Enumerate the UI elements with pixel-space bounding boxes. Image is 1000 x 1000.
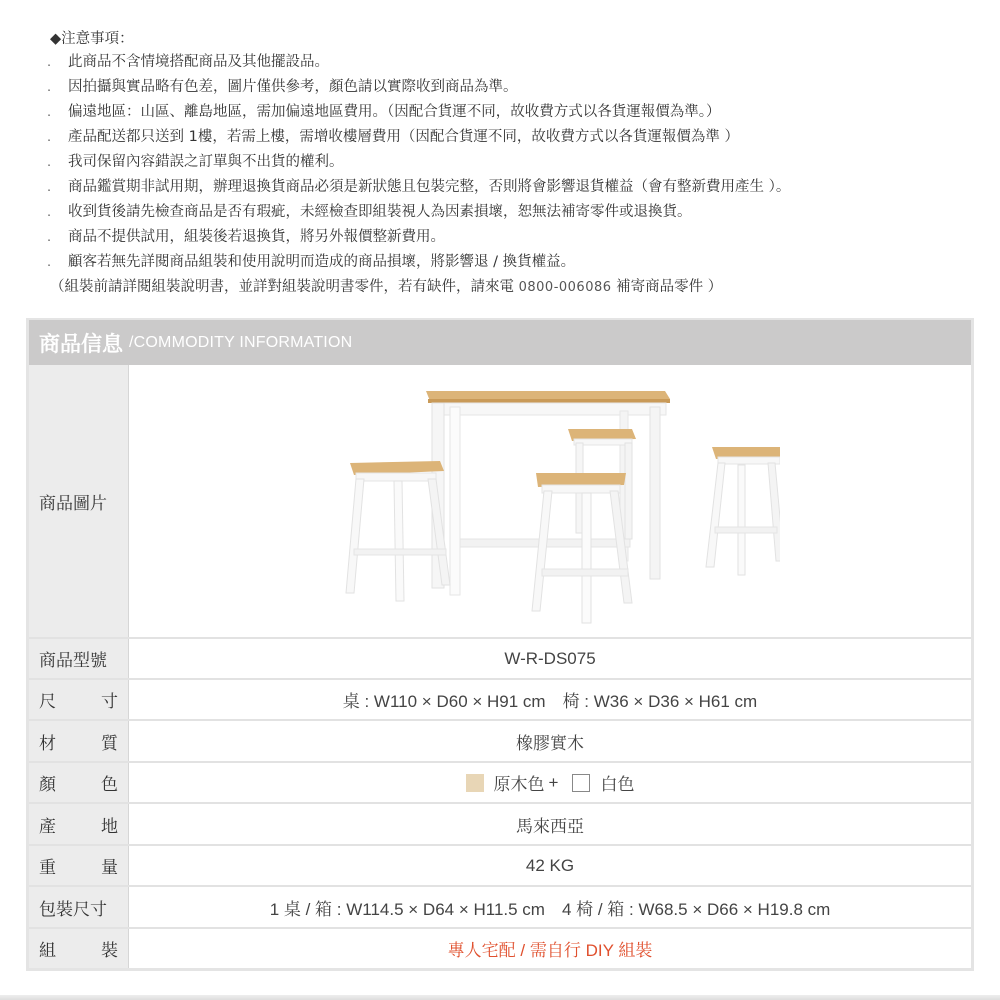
row-material — [29, 719, 971, 761]
notice-item — [30, 200, 980, 225]
color-name-white: 白色 — [600, 775, 635, 794]
color-name-wood: 原木色 — [493, 775, 545, 794]
label-char: 組 — [39, 941, 56, 961]
label-char: 材 — [39, 733, 56, 754]
notice-item — [30, 150, 980, 175]
label-char: 重 — [39, 858, 56, 878]
bullet: . — [47, 230, 51, 244]
label-char: 量 — [101, 858, 118, 878]
model-number: W-R-DS075 — [504, 648, 596, 668]
color-value — [129, 763, 971, 802]
row-origin — [29, 802, 971, 844]
commodity-info-table — [26, 318, 974, 971]
bullet: . — [47, 205, 51, 219]
product-image-cell — [129, 365, 971, 637]
notice-text: 此商品不含情境搭配商品及其他擺設品。 — [68, 54, 329, 70]
row-package-size — [29, 885, 971, 927]
row-label — [29, 846, 129, 885]
label-char: 質 — [101, 733, 118, 754]
row-label — [29, 680, 129, 719]
commodity-info-header — [29, 320, 971, 365]
bullet: . — [47, 155, 51, 169]
page-bottom-divider — [0, 995, 1000, 1000]
label-char: 尺 — [39, 692, 56, 712]
row-model — [29, 637, 971, 678]
notice-text: 商品不提供試用，組裝後若退換貨，將另外報價整新費用。 — [68, 229, 445, 245]
notice-section — [30, 28, 980, 300]
label-char: 地 — [101, 816, 118, 837]
row-label: 商品圖片 — [29, 365, 129, 637]
row-label — [29, 804, 129, 844]
label-char: 寸 — [101, 692, 118, 712]
row-product-image — [29, 365, 971, 637]
notice-item — [30, 100, 980, 125]
assembly-notice — [30, 275, 980, 300]
row-weight — [29, 844, 971, 885]
bullet: . — [47, 80, 51, 94]
origin-value: 馬來西亞 — [516, 816, 584, 836]
notice-text: 收到貨後請先檢查商品是否有瑕疵，未經檢查即組裝視人為因素損壞，恕無法補寄零件或退換貨。 — [68, 204, 692, 220]
notice-item — [30, 75, 980, 100]
stool-illustration — [532, 473, 632, 623]
notice-title: ◆注意事項： — [50, 31, 134, 47]
row-label — [29, 763, 129, 802]
notice-text: 因拍攝與實品略有色差，圖片僅供參考，顏色請以實際收到商品為準。 — [68, 79, 518, 95]
notice-text: 商品鑑賞期非試用期，辦理退換貨商品必須是新狀態且包裝完整，否則將會影響退貨權益（會有整新費用產生 ）。 — [68, 179, 791, 195]
notice-text: 產品配送都只送到 1樓，若需上樓，需增收樓層費用（因配合貨運不同，故收費方式以各貨運報價為準 ） — [68, 129, 739, 145]
row-label: 商品型號 — [29, 639, 129, 678]
bullet: . — [47, 130, 51, 144]
bullet: . — [47, 105, 51, 119]
assembly-notice-text: （組裝前請詳閱組裝說明書，並詳對組裝說明書零件，若有缺件，請來電 — [50, 279, 519, 295]
notice-item — [30, 250, 980, 275]
product-image — [320, 371, 780, 631]
notice-item — [30, 50, 980, 75]
notice-text: 偏遠地區：山區、離島地區，需加偏遠地區費用。（因配合貨運不同，故收費方式以各貨運報價為準。） — [68, 104, 721, 120]
label-char: 產 — [39, 816, 56, 837]
notice-text: 顧客若無先詳閱商品組裝和使用說明而造成的商品損壞，將影響退 / 換貨權益。 — [68, 254, 576, 270]
section-title: 商品信息 — [39, 331, 123, 356]
assembly-notice-suffix: 補寄商品零件 ） — [611, 279, 723, 295]
material-value: 橡膠實木 — [516, 733, 584, 753]
service-phone: 0800-006086 — [518, 280, 612, 295]
weight-value: 42 KG — [525, 855, 575, 875]
package-dimensions: 1 桌 / 箱 : W114.5 × D64 × H11.5 cm 4 椅 / 箱 : W68.5 × D66 × H19.8 cm — [269, 899, 831, 919]
row-label — [29, 721, 129, 761]
row-label: 包裝尺寸 — [29, 887, 129, 927]
row-color — [29, 761, 971, 802]
bullet: . — [47, 180, 51, 194]
row-assembly — [29, 927, 971, 968]
label-char: 色 — [101, 775, 118, 795]
notice-item — [30, 225, 980, 250]
notice-item — [30, 175, 980, 200]
section-subtitle: /COMMODITY INFORMATION — [129, 333, 353, 351]
wood-color-swatch — [466, 774, 484, 792]
bullet: . — [47, 255, 51, 269]
assembly-value: 專人宅配 / 需自行 DIY 組裝 — [447, 941, 653, 960]
row-label — [29, 929, 129, 968]
white-color-swatch — [572, 774, 590, 792]
label-char: 裝 — [101, 941, 118, 961]
product-dimensions: 桌 : W110 × D60 × H91 cm 椅 : W36 × D36 × H61 cm — [342, 692, 758, 711]
bullet: . — [47, 55, 51, 69]
label-char: 顏 — [39, 775, 56, 795]
stool-illustration — [706, 447, 780, 575]
plus-sign: + — [548, 772, 559, 792]
row-size — [29, 678, 971, 719]
notice-item — [30, 125, 980, 150]
notice-text: 我司保留內容錯誤之訂單與不出貨的權利。 — [68, 154, 344, 170]
